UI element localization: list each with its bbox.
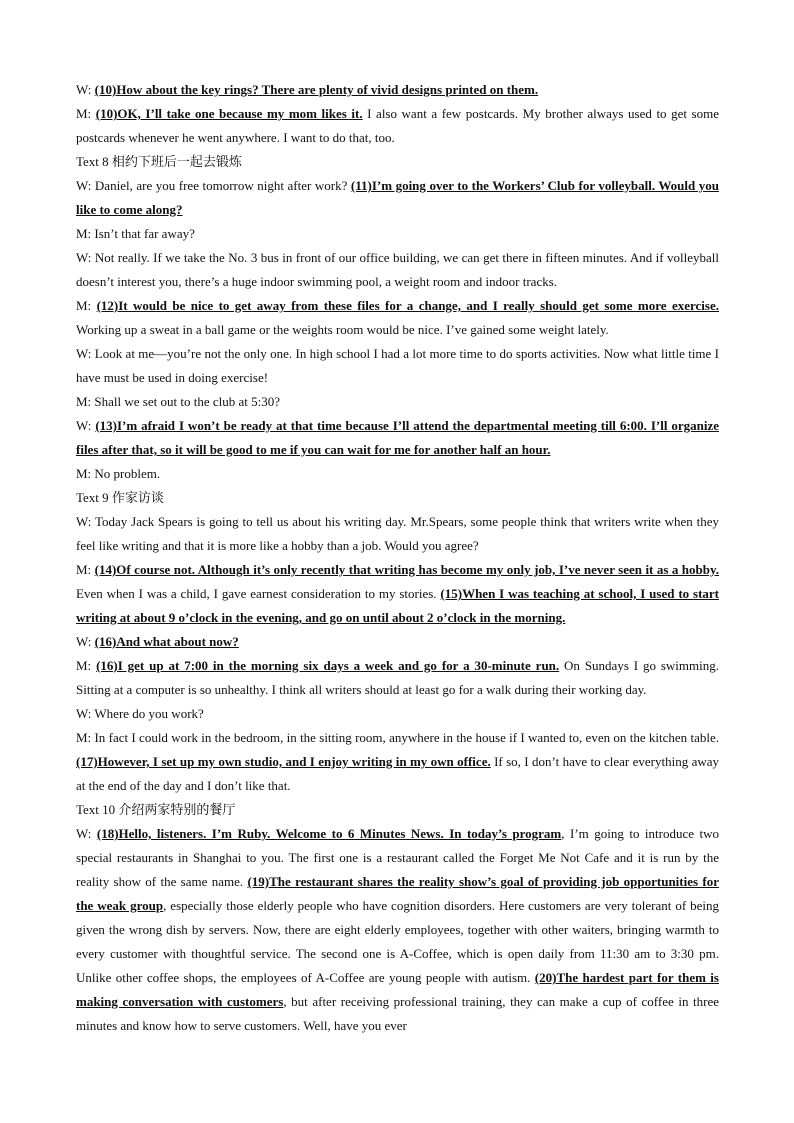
text-run: W:	[76, 826, 97, 841]
transcript-paragraph	[76, 822, 719, 1038]
text-run: M:	[76, 658, 97, 673]
answer-highlight: (15)When I was teaching at school, I used to start writing at about 9 o’clock in the evening, and go on until about 2 o’clock in the morning.	[76, 586, 720, 625]
transcript-paragraph	[76, 102, 719, 150]
transcript-paragraph	[76, 798, 719, 822]
transcript-paragraph	[76, 462, 719, 486]
text-run: Even when I was a child, I gave earnest consideration to my stories.	[76, 586, 441, 601]
transcript-paragraph	[76, 150, 719, 174]
answer-highlight: (10)How about the key rings? There are plenty of vivid designs printed on them.	[94, 82, 539, 97]
transcript-paragraph	[76, 246, 719, 294]
text-run: M: In fact I could work in the bedroom, in the sitting room, anywhere in the house if I wanted to, even on the kitchen table.	[76, 730, 719, 745]
text-run: W: Where do you work?	[76, 706, 204, 721]
text-run: W: Not really. If we take the No. 3 bus in front of our office building, we can get there in fifteen minutes. And if volleyball doesn’t interest you, there’s a huge indoor swimming pool, a weight room and indoor tracks.	[76, 250, 719, 289]
text-run: W:	[76, 418, 96, 433]
answer-highlight: (16)And what about now?	[94, 634, 239, 649]
answer-highlight: (12)It would be nice to get away from these files for a change, and I really should get some more exercise.	[96, 298, 720, 313]
transcript-paragraph	[76, 486, 719, 510]
answer-highlight: (18)Hello, listeners. I’m Ruby. Welcome to 6 Minutes News. In today’s program	[96, 826, 562, 841]
transcript-paragraph	[76, 558, 719, 630]
document-page	[76, 78, 719, 1038]
answer-highlight: (10)OK, I’ll take one because my mom likes it.	[95, 106, 363, 121]
text-run: , but after receiving professional training, they can make a cup of coffee in three minutes and know how to serve customers. Well, have you ever	[76, 994, 720, 1033]
transcript-paragraph	[76, 294, 719, 342]
answer-highlight: (11)I’m going over to the Workers’ Club for volleyball. Would you like to come along?	[76, 178, 719, 217]
text-run: , especially those elderly people who have cognition disorders. Here customers are very tolerant of being given the wrong dish by servers. Now, there are eight elderly employees, together with other waiters, bringing warmth to every customer with thoughtful service. The second one is A-Coffee, which is open daily from 11:30 am to 3:30 pm. Unlike other coffee shops, the employees of A-Coffee are young people with autism.	[76, 898, 719, 985]
text-run: M: Shall we set out to the club at 5:30?	[76, 394, 280, 409]
text-run: W: Look at me—you’re not the only one. In high school I had a lot more time to do sports activities. Now what little time I have must be used in doing exercise!	[76, 346, 719, 385]
text-run: , I’m going to introduce two special restaurants in Shanghai to you. The first one is a restaurant called the Forget Me Not Cafe and it is run by the reality show of the same name.	[76, 826, 719, 889]
answer-highlight: (17)However, I set up my own studio, and I enjoy writing in my own office.	[76, 754, 491, 769]
transcript-paragraph	[76, 630, 719, 654]
transcript-paragraph	[76, 702, 719, 726]
text-run: Text 10 介绍两家特别的餐厅	[76, 802, 236, 817]
transcript-paragraph	[76, 390, 719, 414]
text-run: W: Daniel, are you free tomorrow night after work?	[76, 178, 351, 193]
transcript-paragraph	[76, 654, 719, 702]
text-run: M: Isn’t that far away?	[76, 226, 195, 241]
answer-highlight: (19)The restaurant shares the reality show’s goal of providing job opportunities for the weak group	[76, 874, 719, 913]
text-run: M:	[76, 562, 95, 577]
text-run: M:	[76, 298, 97, 313]
transcript-paragraph	[76, 174, 719, 222]
text-run: I also want a few postcards. My brother always used to get some postcards whenever he went anywhere. I want to do that, too.	[76, 106, 719, 145]
transcript-paragraph	[76, 222, 719, 246]
answer-highlight: (20)The hardest part for them is making conversation with customers	[76, 970, 719, 1009]
text-run: Text 8 相约下班后一起去锻炼	[76, 154, 242, 169]
text-run: W:	[76, 634, 95, 649]
text-run: On Sundays I go swimming. Sitting at a computer is so unhealthy. I think all writers should at least go for a walk during their working day.	[76, 658, 720, 697]
answer-highlight: (14)Of course not. Although it’s only recently that writing has become my only job, I’ve never seen it as a hobby.	[94, 562, 720, 577]
transcript-paragraph	[76, 78, 719, 102]
text-run: If so, I don’t have to clear everything away at the end of the day and I don’t like that.	[76, 754, 719, 793]
transcript-paragraph	[76, 726, 719, 798]
transcript-paragraph	[76, 342, 719, 390]
text-run: M: No problem.	[76, 466, 161, 481]
text-run: Text 9 作家访谈	[76, 490, 164, 505]
text-run: W:	[76, 82, 95, 97]
text-run: W: Today Jack Spears is going to tell us about his writing day. Mr.Spears, some people think that writers write when they feel like writing and that it is more like a hobby than a job. Would you agree?	[76, 514, 719, 553]
transcript-paragraph	[76, 414, 719, 462]
text-run: Working up a sweat in a ball game or the weights room would be nice. I’ve gained some weight lately.	[76, 322, 609, 337]
answer-highlight: (13)I’m afraid I won’t be ready at that time because I’ll attend the departmental meeting till 6:00. I’ll organize files after that, so it will be good to me if you can wait for me for another half an hour.	[76, 418, 719, 457]
transcript-paragraph	[76, 510, 719, 558]
text-run: M:	[76, 106, 96, 121]
answer-highlight: (16)I get up at 7:00 in the morning six days a week and go for a 30-minute run.	[96, 658, 560, 673]
